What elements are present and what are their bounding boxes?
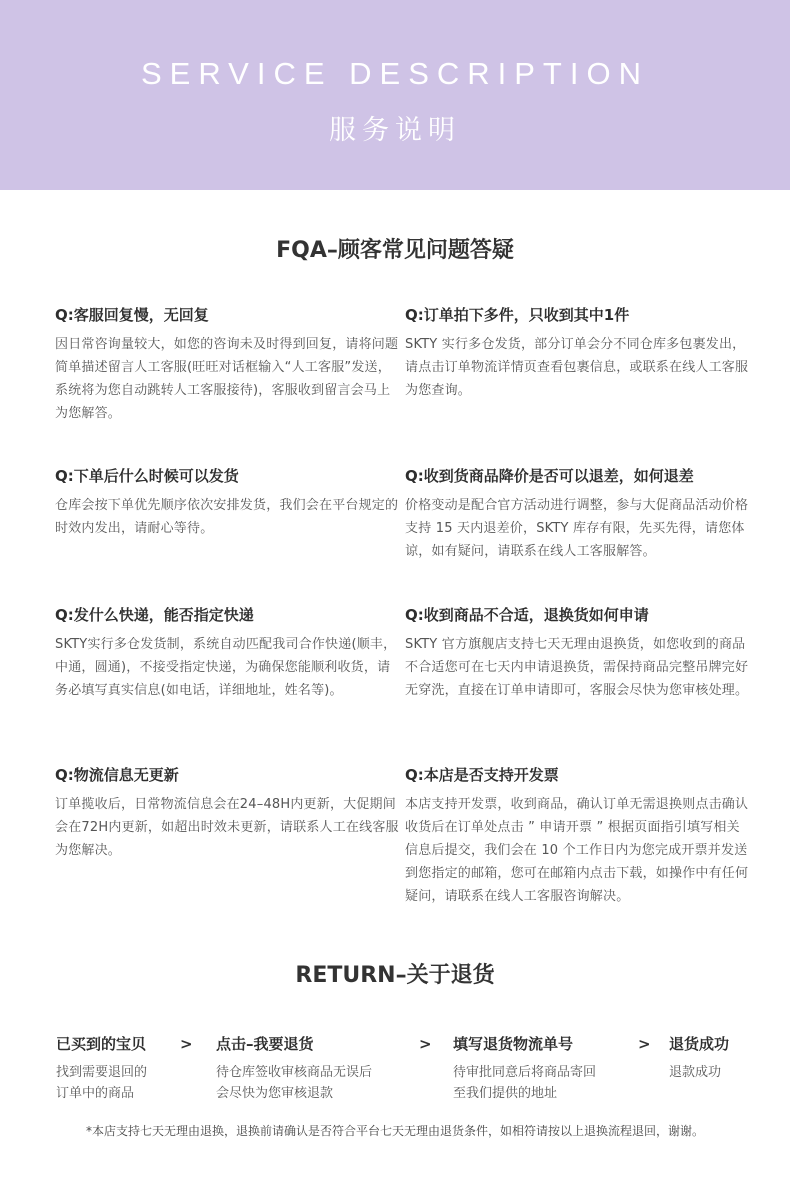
banner-title-zh: 服务说明 xyxy=(329,115,461,146)
return-step-title: 已买到的宝贝 xyxy=(56,1035,147,1053)
faq-item xyxy=(55,605,400,702)
faq-item xyxy=(405,305,750,402)
return-step-desc: 会尽快为您审核退款 xyxy=(216,1086,334,1101)
faq-question: Q:订单拍下多件，只收到其中1件 xyxy=(405,306,630,324)
faq-item xyxy=(55,305,400,425)
faq-question: Q:下单后什么时候可以发货 xyxy=(55,467,239,485)
faq-answer: 因日常咨询量较大，如您的咨询未及时得到回复，请将问题简单描述留言人工客服(旺旺对话框输入“人工客服”发送，系统将为您自动跳转人工客服接待)，客服收到留言会马上为您解答。 xyxy=(55,337,399,421)
return-note: *本店支持七天无理由退换，退换前请确认是否符合平台七天无理由退货条件，如相符请按以上退换流程退回，谢谢。 xyxy=(85,1124,704,1138)
return-steps xyxy=(56,1034,756,1104)
return-step xyxy=(216,1034,372,1104)
return-step-desc: 待审批同意后将商品寄回 xyxy=(453,1065,597,1080)
return-step-desc: 待仓库签收审核商品无误后 xyxy=(216,1065,373,1080)
faq-answer: 仓库会按下单优先顺序依次安排发货，我们会在平台规定的时效内发出，请耐心等待。 xyxy=(55,498,399,536)
header-banner xyxy=(0,0,790,190)
faq-item xyxy=(55,765,400,862)
faq-answer: SKTY 实行多仓发货，部分订单会分不同仓库多包裹发出，请点击订单物流详情页查看包裹信息，或联系在线人工客服为您查询。 xyxy=(405,337,749,398)
faq-section-title: FQA–顾客常见问题答疑 xyxy=(276,238,514,263)
faq-answer: 本店支持开发票，收到商品，确认订单无需退换则点击确认收货后在订单处点击 ” 申请开票 ” 根据页面指引填写相关信息后提交，我们会在 10 个工作日内为您完成开票并发送到您指定的邮箱，您可在邮箱内点击下载，如操作中有任何疑问，请联系在线人工客服咨询解决。 xyxy=(405,797,749,904)
return-step-desc: 找到需要退回的 xyxy=(56,1065,148,1080)
banner-title-en: SERVICE DESCRIPTION xyxy=(140,56,649,91)
faq-item xyxy=(55,466,400,540)
return-step xyxy=(453,1034,596,1104)
faq-answer: 价格变动是配合官方活动进行调整，参与大促商品活动价格支持 15 天内退差价，SKTY 库存有限，先买先得，请您体谅，如有疑问，请联系在线人工客服解答。 xyxy=(405,498,749,559)
step-arrow: > xyxy=(419,1035,432,1053)
return-section-title: RETURN–关于退货 xyxy=(295,963,495,988)
faq-item xyxy=(405,466,750,563)
faq-item xyxy=(405,765,750,908)
return-step-desc: 订单中的商品 xyxy=(56,1086,135,1101)
return-step xyxy=(56,1034,147,1104)
faq-question: Q:物流信息无更新 xyxy=(55,766,179,784)
faq-question: Q:收到商品不合适，退换货如何申请 xyxy=(405,606,649,624)
faq-answer: SKTY实行多仓发货制，系统自动匹配我司合作快递(顺丰，中通，圆通)，不接受指定快递，为确保您能顺利收货，请务必填写真实信息(如电话，详细地址，姓名等)。 xyxy=(55,637,397,698)
return-step xyxy=(669,1034,729,1083)
return-step-desc: 退款成功 xyxy=(669,1065,722,1080)
faq-item xyxy=(405,605,750,702)
faq-question: Q:本店是否支持开发票 xyxy=(405,766,559,784)
return-step-desc: 至我们提供的地址 xyxy=(453,1086,558,1101)
step-arrow: > xyxy=(180,1035,193,1053)
step-arrow: > xyxy=(638,1035,651,1053)
return-step-title: 填写退货物流单号 xyxy=(453,1035,574,1053)
return-step-title: 退货成功 xyxy=(669,1035,730,1053)
faq-answer: 订单揽收后，日常物流信息会在24–48H内更新，大促期间会在72H内更新，如超出时效未更新，请联系人工在线客服为您解决。 xyxy=(55,797,399,858)
faq-question: Q:收到货商品降价是否可以退差，如何退差 xyxy=(405,467,694,485)
faq-answer: SKTY 官方旗舰店支持七天无理由退换货，如您收到的商品不合适您可在七天内申请退换货，需保持商品完整吊牌完好无穿洗，直接在订单申请即可，客服会尽快为您审核处理。 xyxy=(405,637,749,698)
faq-question: Q:客服回复慢，无回复 xyxy=(55,306,209,324)
return-step-title: 点击–我要退货 xyxy=(216,1035,314,1053)
faq-question: Q:发什么快递，能否指定快递 xyxy=(55,606,254,624)
